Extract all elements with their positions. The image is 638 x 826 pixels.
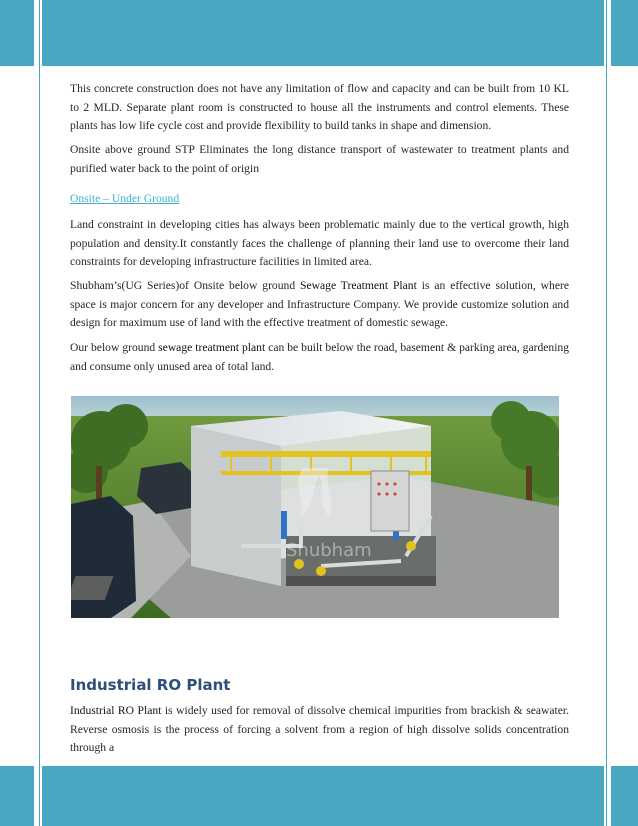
stp-plant-illustration [71, 396, 559, 618]
p6-text-b: is widely used for removal of dissolve chemical impurities from brackish & seawater. Reverse osmosis is the process of forcing a solvent from a region of high dissolve solids concentration through a [70, 704, 569, 755]
svg-text:Shubham: Shubham [286, 540, 372, 561]
header-band-center [42, 0, 604, 66]
paragraph-ug-series [70, 277, 569, 333]
footer-band-center [42, 766, 604, 826]
section-link-onsite-underground[interactable] [70, 190, 569, 208]
sewage-treatment-plant-link-2[interactable]: sewage treatment plant [158, 341, 266, 354]
sewage-treatment-plant-link[interactable]: Sewage Treatment Plant [300, 279, 417, 292]
right-margin-rule [606, 0, 607, 826]
paragraph-construction: This concrete construction does not have any limitation of flow and capacity and can be built from 10 KL to 2 MLD. Separate plant room is constructed to house all the instruments and control elements. These plants has low life cycle cost and provide flexibility to build tanks in shape and dimension. [70, 82, 569, 133]
stp-plant-rendering [71, 396, 559, 618]
section-heading-industrial-ro: Industrial RO Plant [70, 676, 231, 694]
p4-text-b: is an effective solution, where space is major concern for any developer and Infrastructure Company. We provide customize solution and design for maximum use of land with the effective treatment of domestic sewage. [70, 279, 569, 330]
paragraph-land-constraint: Land constraint in developing cities has always been problematic mainly due to the vertical growth, high population and density.It constantly faces the challenge of planning their land use to overcome their land constraints for developing infrastructure facilities in limited area. [70, 218, 569, 269]
left-margin-rule [39, 0, 40, 826]
p4-text-a: Shubham’s(UG Series)of Onsite below ground [70, 279, 301, 292]
paragraph-below-ground [70, 339, 569, 376]
paragraph-above-ground: Onsite above ground STP Eliminates the long distance transport of wastewater to treatment plants and purified water back to the point of origin [70, 143, 569, 175]
footer-band-right [611, 766, 638, 826]
industrial-ro-plant-link[interactable]: Industrial RO Plant [70, 704, 162, 717]
p5-text-a: Our below ground [70, 341, 159, 354]
paragraph-industrial-ro [70, 702, 569, 758]
header-band [0, 0, 638, 66]
onsite-underground-link[interactable]: Onsite – Under Ground [70, 192, 180, 205]
p5-text-b: can be built below the road, basement & parking area, gardening and consume only unused area of total land. [70, 341, 570, 373]
header-band-right [611, 0, 638, 66]
control-panel [371, 471, 409, 531]
footer-band-left [0, 766, 34, 826]
footer-band [0, 766, 638, 826]
header-band-left [0, 0, 34, 66]
